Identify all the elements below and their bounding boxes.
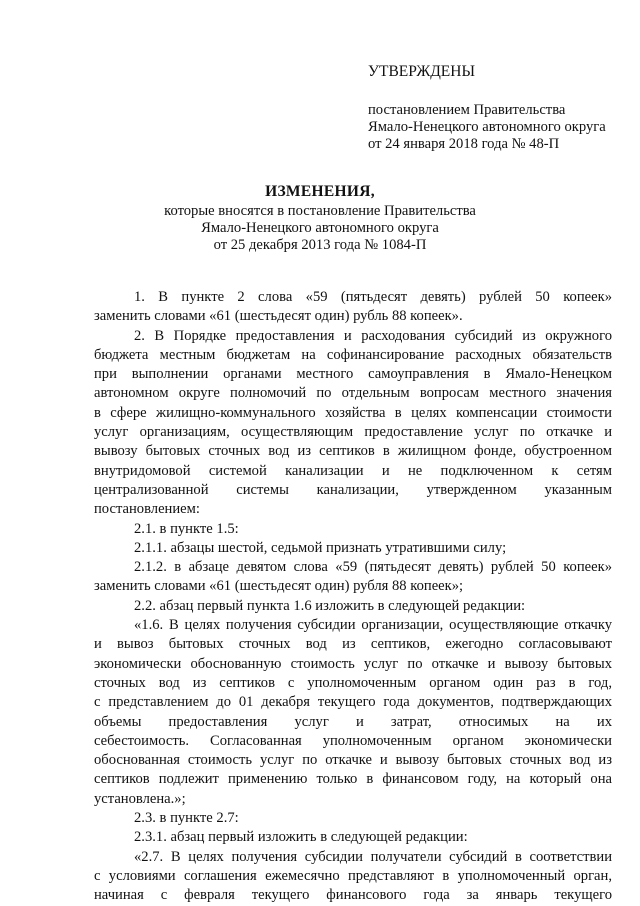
body-text-line: услуг организациям, осуществляющим предоставление услуг по откачке и — [94, 424, 612, 441]
body-text-line: 2.2. абзац первый пункта 1.6 изложить в следующей редакции: — [134, 597, 526, 614]
body-text-line: с условиями соглашения ежемесячно представляют в уполномоченный орган, — [94, 867, 612, 884]
body-text-line: автономном округе полномочий по отдельным вопросам местного значения — [94, 385, 612, 402]
body-text-line: «1.6. В целях получения субсидии организации, осуществляющие откачку — [134, 617, 612, 634]
body-text-line: внутридомовой системой канализации и не подключенном к сетям — [94, 462, 612, 479]
body-text-line: бюджета местным бюджетам на софинансирование расходных обязательств — [94, 346, 612, 363]
document-title: ИЗМЕНЕНИЯ, — [265, 183, 375, 200]
body-text-line: установлена.»; — [94, 790, 186, 807]
body-text-line: 2. В Порядке предоставления и расходования субсидий из окружного — [134, 327, 612, 344]
body-text-line: экономически обоснованную стоимость услуг по откачке и вывозу бытовых — [94, 655, 612, 672]
body-text-line: 2.3. в пункте 2.7: — [134, 810, 239, 827]
body-text-line: 2.1. в пункте 1.5: — [134, 520, 239, 537]
subtitle-line: которые вносятся в постановление Правительства — [164, 203, 476, 219]
body-text-line: при выполнении органами местного самоуправления в Ямало-Ненецком — [94, 366, 612, 383]
body-text-line: заменить словами «61 (шестьдесят один) рубль 88 копеек». — [94, 308, 463, 325]
body-text-line: в сфере жилищно-коммунального хозяйства в целях компенсации стоимости — [94, 404, 612, 421]
body-text-line: сточных вод из септиков с уполномоченным органом один раз в год, — [94, 674, 612, 691]
subtitle-line: от 25 декабря 2013 года № 1084-П — [213, 237, 427, 253]
body-text-line: вывозу бытовых сточных вод из септиков в жилищном фонде, обустроенном — [94, 443, 612, 460]
approval-line: от 24 января 2018 года № 48-П — [368, 136, 560, 152]
body-text-line: объемы предоставления услуг и затрат, относимых на их — [94, 713, 612, 730]
approved-heading: УТВЕРЖДЕНЫ — [368, 63, 475, 80]
body-text-line: 2.1.1. абзацы шестой, седьмой признать утратившими силу; — [134, 539, 507, 556]
body-text-line: постановлением: — [94, 501, 200, 518]
body-text-line: септиков подлежит применению только в финансовом году, на который она — [94, 771, 612, 788]
body-text-line: 1. В пункте 2 слова «59 (пятьдесят девять) рублей 50 копеек» — [134, 289, 612, 305]
body-text-line: и вывоз бытовых сточных вод из септиков, ежегодно согласовывают — [94, 636, 612, 653]
body-text-line: обоснованная стоимость услуг по откачке и вывозу бытовых сточных вод из — [94, 752, 612, 769]
body-text-line: начиная с февраля текущего финансового года за январь текущего — [94, 887, 612, 904]
document-body — [94, 288, 612, 906]
approval-line: постановлением Правительства — [368, 102, 566, 118]
body-text-line: 2.3.1. абзац первый изложить в следующей редакции: — [134, 829, 468, 846]
subtitle-line: Ямало-Ненецкого автономного округа — [201, 220, 439, 236]
body-text-line: с представлением до 01 декабря текущего года документов, подтверждающих — [94, 694, 612, 711]
body-text-line: централизованной системы канализации, утвержденном указанным — [94, 481, 612, 498]
body-text-line: 2.1.2. в абзаце девятом слова «59 (пятьдесят девять) рублей 50 копеек» — [134, 559, 612, 576]
approval-details — [368, 102, 606, 153]
document-subtitle — [0, 203, 640, 254]
body-text-line: себестоимость. Согласованная уполномоченным органом экономически — [94, 732, 612, 749]
body-text-line: заменить словами «61 (шестьдесят один) рубля 88 копеек»; — [94, 578, 464, 595]
body-text-line: «2.7. В целях получения субсидии получатели субсидий в соответствии — [134, 848, 612, 865]
approval-line: Ямало-Ненецкого автономного округа — [368, 119, 606, 135]
